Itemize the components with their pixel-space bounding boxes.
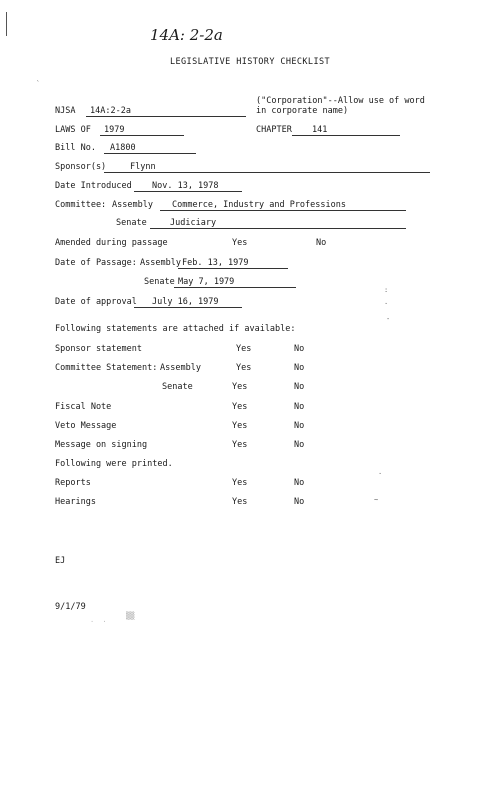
statement-yes: Yes [236,363,252,373]
bill-underline [104,153,196,154]
handwritten-reference: 14A: 2-2a [150,26,223,44]
margin-speck: ~ [374,496,379,504]
amended-label: Amended during passage [55,238,168,248]
page-title: LEGISLATIVE HISTORY CHECKLIST [170,57,331,67]
statement-no: No [294,440,305,450]
statement-label: Sponsor statement [55,344,142,354]
statement-no: No [294,497,305,507]
statement-label: Reports [55,478,91,488]
stamp-smudge: ▒▒ [126,612,135,620]
amended-yes: Yes [232,238,248,248]
statement-label: Hearings [55,497,96,507]
chapter-label: CHAPTER [256,125,292,135]
statement-sub: Senate [162,382,193,392]
sponsor-value: Flynn [130,162,156,172]
bill-label: Bill No. [55,143,96,153]
statement-label: Message on signing [55,440,148,450]
statement-sub: Assembly [160,363,201,373]
committee-assembly-label: Assembly [112,200,153,210]
passage-assembly-underline [178,268,288,269]
approval-label: Date of approval [55,297,137,307]
attached-header: Following statements are attached if available: [55,324,296,334]
statement-no: No [294,478,305,488]
laws-value: 1979 [104,125,125,135]
laws-label: LAWS OF [55,125,91,135]
committee-senate-label: Senate [116,218,147,228]
footer-date: 9/1/79 [55,602,86,612]
margin-mark [6,12,7,36]
committee-label: Committee: [55,200,107,210]
passage-senate-underline [174,287,296,288]
sponsor-label: Sponsor(s) [55,162,107,172]
statement-label: Veto Message [55,421,117,431]
statement-yes: Yes [236,344,252,354]
margin-speck: : [384,286,389,294]
statement-yes: Yes [232,478,248,488]
bill-value: A1800 [110,143,136,153]
introduced-underline [134,191,242,192]
chapter-underline [292,135,400,136]
statement-yes: Yes [232,382,248,392]
approval-underline [134,307,242,308]
statement-no: No [294,344,305,354]
chapter-value: 141 [312,125,328,135]
assembly-committee-value: Commerce, Industry and Professions [172,200,346,210]
statement-yes: Yes [232,421,248,431]
statement-no: No [294,402,305,412]
margin-speck: - [386,315,391,323]
njsa-value: 14A:2-2a [90,106,131,116]
statement-label: Fiscal Note [55,402,112,412]
statement-no: No [294,421,305,431]
senate-committee-value: Judiciary [170,218,217,228]
initials: EJ [55,556,66,566]
senate-committee-underline [150,228,406,229]
njsa-note: ("Corporation"--Allow use of word in corporate name) [256,96,425,116]
introduced-value: Nov. 13, 1978 [152,181,219,191]
statement-yes: Yes [232,440,248,450]
statement-yes: Yes [232,497,248,507]
passage-assembly-label: Assembly [140,258,181,268]
printed-header: Following were printed. [55,459,173,469]
statement-yes: Yes [232,402,248,412]
passage-assembly-value: Feb. 13, 1979 [182,258,249,268]
margin-speck: · [378,470,383,478]
passage-label: Date of Passage: [55,258,137,268]
amended-no: No [316,238,327,248]
stray-mark: ` [36,80,41,88]
njsa-label: NJSA [55,106,76,116]
statement-no: No [294,363,305,373]
statement-no: No [294,382,305,392]
margin-speck: · [384,300,389,308]
passage-senate-label: Senate [144,277,175,287]
statement-label: Committee Statement: [55,363,158,373]
introduced-label: Date Introduced [55,181,132,191]
approval-value: July 16, 1979 [152,297,219,307]
stamp-smudge: · · [90,618,109,626]
sponsor-underline [104,172,430,173]
passage-senate-value: May 7, 1979 [178,277,235,287]
assembly-committee-underline [160,210,406,211]
njsa-underline [86,116,246,117]
laws-underline [100,135,184,136]
